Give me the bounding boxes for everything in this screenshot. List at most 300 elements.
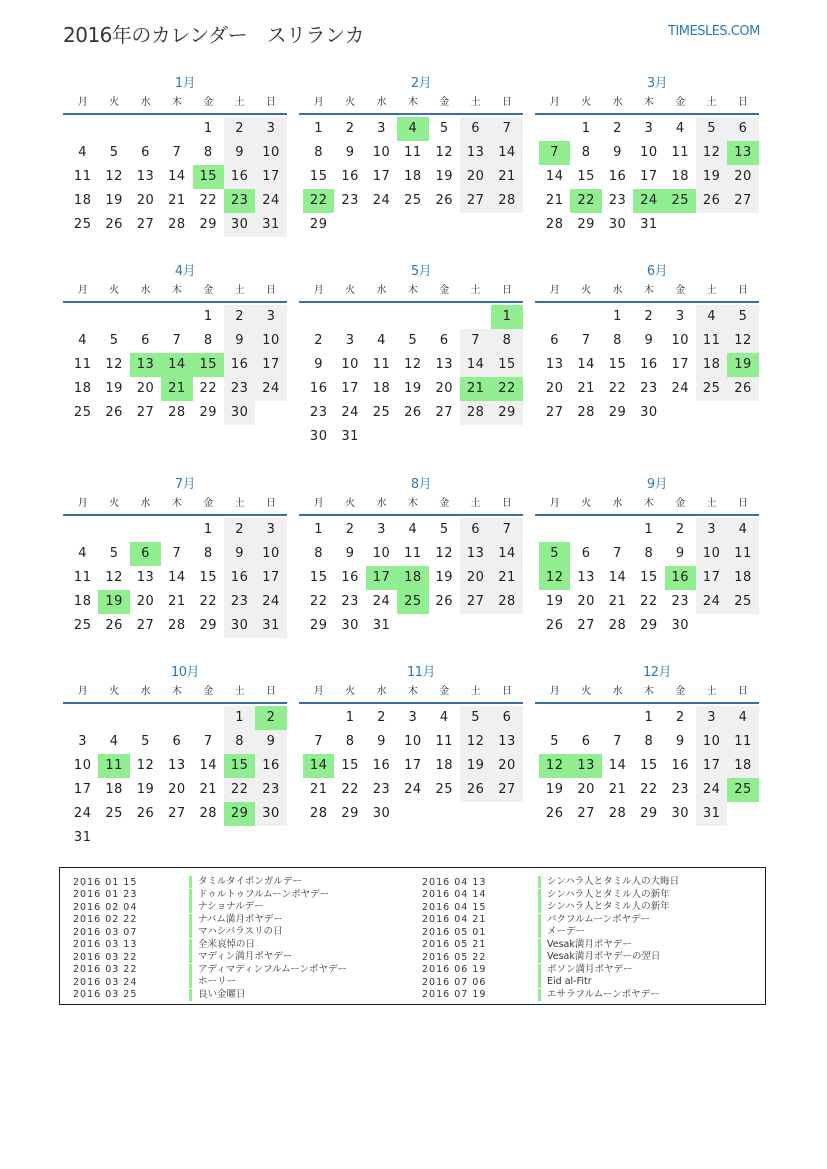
day-cell: 29 xyxy=(608,405,627,420)
holiday-date: 2016 02 22 xyxy=(73,914,138,926)
day-cell: 28 xyxy=(199,806,218,821)
holiday-row xyxy=(73,914,347,927)
holiday-name: マディン満月ポヤデー xyxy=(189,951,292,963)
holiday-row xyxy=(422,951,679,964)
holiday-row xyxy=(73,901,347,914)
day-cell: 18 xyxy=(671,169,690,184)
weekday-label: 土 xyxy=(706,97,717,108)
day-cell: 22 xyxy=(309,594,328,609)
holiday-date: 2016 01 23 xyxy=(73,889,138,901)
day-blank xyxy=(98,706,129,730)
day-cell: 24 xyxy=(255,590,286,614)
day-cell: 28 xyxy=(608,806,627,821)
day-cell-holiday: 24 xyxy=(633,189,664,213)
day-cell: 8 xyxy=(644,734,654,749)
day-blank xyxy=(539,117,570,141)
day-cell: 4 xyxy=(109,734,119,749)
day-cell: 24 xyxy=(696,590,727,614)
holiday-date: 2016 07 06 xyxy=(422,976,487,988)
day-cell: 27 xyxy=(577,618,595,633)
weekday-label: 金 xyxy=(675,498,686,509)
day-cell: 16 xyxy=(255,754,286,778)
day-cell: 2 xyxy=(345,121,355,136)
weekday-header xyxy=(63,95,287,115)
day-cell: 24 xyxy=(372,193,391,208)
day-cell: 10 xyxy=(696,542,727,566)
day-cell: 9 xyxy=(377,734,386,749)
day-cell: 5 xyxy=(550,734,560,749)
day-cell: 26 xyxy=(545,618,564,633)
day-blank xyxy=(539,305,570,329)
day-cell: 29 xyxy=(341,806,359,821)
holiday-date: 2016 04 21 xyxy=(422,914,487,926)
weekday-label: 木 xyxy=(171,97,182,108)
weekday-label: 土 xyxy=(234,498,245,509)
day-cell: 23 xyxy=(224,590,255,614)
day-cell-holiday: 15 xyxy=(193,165,224,189)
holiday-date: 2016 04 15 xyxy=(422,901,487,913)
day-cell: 18 xyxy=(727,754,758,778)
holiday-date: 2016 03 13 xyxy=(73,939,138,951)
day-cell-holiday: 2 xyxy=(255,706,286,730)
day-cell: 8 xyxy=(613,333,622,348)
day-cell: 20 xyxy=(168,782,186,797)
weekday-label: 木 xyxy=(407,686,418,697)
weekday-label: 火 xyxy=(345,97,356,108)
day-cell: 14 xyxy=(491,141,522,165)
day-cell: 10 xyxy=(696,730,727,754)
day-cell: 30 xyxy=(608,217,627,232)
weekday-label: 水 xyxy=(140,498,151,509)
day-cell: 14 xyxy=(545,169,564,184)
day-cell: 1 xyxy=(203,309,213,324)
day-cell: 24 xyxy=(255,377,286,401)
weekday-label: 月 xyxy=(313,97,324,108)
weekday-header xyxy=(535,684,759,704)
holiday-name: シンハラ人とタミル人の新年 xyxy=(538,889,670,901)
day-cell: 8 xyxy=(314,145,324,160)
day-cell: 4 xyxy=(675,121,685,136)
day-cell: 5 xyxy=(727,305,758,329)
day-cell: 30 xyxy=(372,806,391,821)
day-cell: 29 xyxy=(309,217,328,232)
day-cell: 27 xyxy=(136,405,155,420)
day-cell: 25 xyxy=(727,590,758,614)
day-cell: 16 xyxy=(309,381,328,396)
day-cell: 28 xyxy=(168,618,186,633)
day-cell-holiday: 19 xyxy=(98,590,129,614)
day-blank xyxy=(130,305,161,329)
day-cell-holiday: 18 xyxy=(397,566,428,590)
weekday-label: 月 xyxy=(549,686,560,697)
day-blank xyxy=(366,305,397,329)
day-cell: 12 xyxy=(435,546,454,561)
day-cell: 21 xyxy=(577,381,595,396)
day-cell: 25 xyxy=(73,217,92,232)
day-cell: 27 xyxy=(460,590,491,614)
day-cell: 25 xyxy=(435,782,454,797)
day-cell: 8 xyxy=(203,333,213,348)
day-blank xyxy=(334,305,365,329)
day-blank xyxy=(570,305,601,329)
day-cell: 19 xyxy=(435,570,454,585)
holiday-row xyxy=(73,989,347,1002)
day-cell: 3 xyxy=(255,305,286,329)
day-cell: 23 xyxy=(671,782,690,797)
day-cell: 29 xyxy=(199,217,218,232)
day-cell: 24 xyxy=(341,405,359,420)
weekday-label: 木 xyxy=(171,285,182,296)
day-cell: 4 xyxy=(727,518,758,542)
weekday-label: 金 xyxy=(439,498,450,509)
day-cell: 22 xyxy=(199,193,218,208)
day-cell: 20 xyxy=(727,165,758,189)
month-block xyxy=(299,662,523,826)
day-cell: 24 xyxy=(73,806,92,821)
day-blank xyxy=(67,305,98,329)
day-cell: 18 xyxy=(435,758,454,773)
holiday-row xyxy=(73,964,347,977)
weekday-label: 金 xyxy=(439,285,450,296)
weekday-header xyxy=(299,283,523,303)
day-cell: 4 xyxy=(377,333,386,348)
weekday-label: 金 xyxy=(439,97,450,108)
day-cell: 8 xyxy=(203,546,213,561)
day-cell: 16 xyxy=(224,165,255,189)
weekday-label: 月 xyxy=(313,686,324,697)
day-cell-holiday: 4 xyxy=(397,117,428,141)
weekday-label: 火 xyxy=(581,498,592,509)
day-cell: 11 xyxy=(671,145,690,160)
day-cell: 6 xyxy=(172,734,182,749)
day-blank xyxy=(161,518,192,542)
day-cell: 28 xyxy=(168,217,186,232)
day-blank xyxy=(539,706,570,730)
day-cell: 1 xyxy=(644,522,654,537)
day-cell: 23 xyxy=(671,594,690,609)
weekday-label: 金 xyxy=(439,686,450,697)
day-cell: 20 xyxy=(460,566,491,590)
day-blank xyxy=(303,305,334,329)
month-name: 7月 xyxy=(174,477,196,492)
day-cell: 14 xyxy=(608,570,627,585)
weekday-label: 日 xyxy=(502,285,513,296)
holiday-name: タミルタイポンガルデー xyxy=(189,876,302,888)
day-cell: 18 xyxy=(73,594,92,609)
day-cell: 7 xyxy=(491,117,522,141)
day-cell: 6 xyxy=(727,117,758,141)
day-cell: 7 xyxy=(491,518,522,542)
day-cell: 4 xyxy=(696,305,727,329)
day-cell-holiday: 16 xyxy=(665,566,696,590)
day-cell: 16 xyxy=(608,169,627,184)
weekday-label: 水 xyxy=(612,686,623,697)
day-cell: 21 xyxy=(608,782,627,797)
day-cell: 24 xyxy=(372,594,391,609)
day-cell: 13 xyxy=(545,357,564,372)
day-cell: 5 xyxy=(460,706,491,730)
day-cell: 18 xyxy=(696,353,727,377)
day-cell: 29 xyxy=(199,405,218,420)
weekday-label: 金 xyxy=(203,97,214,108)
day-cell: 1 xyxy=(613,309,622,324)
day-cell: 13 xyxy=(435,357,454,372)
day-cell: 31 xyxy=(255,213,286,237)
month-name: 6月 xyxy=(646,264,668,279)
day-cell: 10 xyxy=(372,546,391,561)
weekday-header xyxy=(299,95,523,115)
day-cell: 12 xyxy=(105,169,123,184)
day-grid xyxy=(535,117,759,237)
day-cell: 25 xyxy=(73,405,92,420)
holiday-name: ドゥルトゥフルムーンポヤデー xyxy=(189,889,329,901)
day-cell: 3 xyxy=(644,121,654,136)
day-cell: 26 xyxy=(435,193,454,208)
holiday-name: エサラフルムーンポヤデー xyxy=(538,989,660,1001)
day-cell: 26 xyxy=(545,806,564,821)
day-cell: 2 xyxy=(345,522,355,537)
weekday-header xyxy=(63,283,287,303)
weekday-label: 木 xyxy=(171,498,182,509)
day-blank xyxy=(161,305,192,329)
holiday-list xyxy=(59,867,766,1005)
weekday-label: 日 xyxy=(266,285,277,296)
day-cell: 15 xyxy=(491,353,522,377)
day-cell: 7 xyxy=(172,145,182,160)
day-cell: 28 xyxy=(545,217,564,232)
day-cell: 31 xyxy=(73,830,92,845)
day-cell: 9 xyxy=(224,329,255,353)
day-cell-holiday: 6 xyxy=(130,542,161,566)
day-cell: 7 xyxy=(172,333,182,348)
day-cell: 27 xyxy=(168,806,186,821)
day-cell: 26 xyxy=(435,594,454,609)
day-cell: 25 xyxy=(105,806,123,821)
weekday-label: 金 xyxy=(203,686,214,697)
month-name: 8月 xyxy=(410,477,432,492)
day-cell: 24 xyxy=(671,381,690,396)
day-cell: 12 xyxy=(435,145,454,160)
weekday-label: 月 xyxy=(313,498,324,509)
day-cell: 15 xyxy=(640,570,658,585)
day-cell: 30 xyxy=(224,614,255,638)
weekday-label: 日 xyxy=(738,285,749,296)
day-blank xyxy=(539,518,570,542)
day-cell: 2 xyxy=(224,518,255,542)
day-cell: 7 xyxy=(172,546,182,561)
day-cell: 14 xyxy=(491,542,522,566)
holiday-date: 2016 07 19 xyxy=(422,989,487,1001)
day-cell: 17 xyxy=(696,754,727,778)
holiday-row xyxy=(73,876,347,889)
month-name: 3月 xyxy=(646,76,668,91)
day-cell: 10 xyxy=(341,357,359,372)
day-cell: 25 xyxy=(696,377,727,401)
day-cell: 4 xyxy=(78,333,88,348)
day-cell: 1 xyxy=(345,710,355,725)
day-cell: 1 xyxy=(224,706,255,730)
day-cell: 10 xyxy=(640,145,658,160)
day-grid xyxy=(299,117,523,237)
day-cell: 29 xyxy=(640,806,658,821)
holiday-date: 2016 04 14 xyxy=(422,889,487,901)
day-cell: 9 xyxy=(224,141,255,165)
day-cell: 11 xyxy=(435,734,454,749)
day-cell: 11 xyxy=(696,329,727,353)
day-cell: 20 xyxy=(577,594,595,609)
day-cell: 21 xyxy=(545,193,564,208)
day-cell: 28 xyxy=(460,401,491,425)
day-cell: 15 xyxy=(640,758,658,773)
day-cell: 21 xyxy=(168,193,186,208)
day-cell: 20 xyxy=(435,381,454,396)
day-cell: 26 xyxy=(105,405,123,420)
day-cell: 20 xyxy=(577,782,595,797)
day-cell: 23 xyxy=(255,778,286,802)
holiday-date: 2016 03 24 xyxy=(73,976,138,988)
day-cell-holiday: 22 xyxy=(570,189,601,213)
month-name: 9月 xyxy=(646,477,668,492)
weekday-label: 月 xyxy=(77,498,88,509)
day-cell: 6 xyxy=(491,706,522,730)
day-cell: 19 xyxy=(545,782,564,797)
day-cell: 9 xyxy=(675,546,685,561)
day-cell: 19 xyxy=(460,754,491,778)
weekday-label: 土 xyxy=(706,285,717,296)
day-cell: 14 xyxy=(608,758,627,773)
day-cell: 5 xyxy=(109,333,119,348)
day-cell: 8 xyxy=(203,145,213,160)
day-cell: 5 xyxy=(141,734,150,749)
weekday-label: 水 xyxy=(612,285,623,296)
day-cell: 13 xyxy=(460,542,491,566)
month-block xyxy=(535,662,759,826)
day-cell: 27 xyxy=(460,189,491,213)
month-block xyxy=(299,73,523,237)
day-cell-holiday: 12 xyxy=(539,566,570,590)
day-cell: 8 xyxy=(314,546,324,561)
day-cell: 9 xyxy=(644,333,654,348)
day-cell: 22 xyxy=(199,381,218,396)
holiday-date: 2016 02 04 xyxy=(73,901,138,913)
day-cell: 11 xyxy=(73,169,92,184)
day-cell: 31 xyxy=(255,614,286,638)
day-cell: 12 xyxy=(136,758,155,773)
day-grid xyxy=(299,305,523,449)
day-cell: 9 xyxy=(255,730,286,754)
day-blank xyxy=(161,117,192,141)
day-cell: 20 xyxy=(491,754,522,778)
day-cell: 6 xyxy=(141,333,150,348)
day-cell: 16 xyxy=(640,357,658,372)
day-cell: 8 xyxy=(491,329,522,353)
day-cell: 30 xyxy=(341,618,359,633)
day-cell: 13 xyxy=(136,570,155,585)
month-block xyxy=(535,73,759,237)
day-cell: 12 xyxy=(696,141,727,165)
day-cell: 1 xyxy=(314,522,324,537)
day-cell: 7 xyxy=(203,734,213,749)
day-cell: 3 xyxy=(696,518,727,542)
site-brand[interactable]: TIMESLES.COM xyxy=(668,24,760,39)
day-cell: 22 xyxy=(224,778,255,802)
day-cell: 18 xyxy=(73,193,92,208)
weekday-header xyxy=(299,684,523,704)
weekday-label: 火 xyxy=(109,498,120,509)
weekday-label: 火 xyxy=(581,686,592,697)
day-cell: 22 xyxy=(608,381,627,396)
day-cell: 19 xyxy=(435,169,454,184)
day-cell: 17 xyxy=(372,169,391,184)
day-cell: 31 xyxy=(372,618,391,633)
holiday-date: 2016 05 21 xyxy=(422,939,487,951)
day-cell: 4 xyxy=(78,145,88,160)
day-cell: 6 xyxy=(141,145,150,160)
day-cell: 3 xyxy=(377,121,386,136)
day-cell-holiday: 7 xyxy=(539,141,570,165)
day-cell-holiday: 13 xyxy=(570,754,601,778)
day-cell: 18 xyxy=(372,381,391,396)
day-cell: 15 xyxy=(199,570,218,585)
day-cell: 6 xyxy=(460,117,491,141)
month-name: 10月 xyxy=(170,665,200,680)
weekday-label: 日 xyxy=(502,498,513,509)
weekday-label: 火 xyxy=(109,686,120,697)
weekday-label: 日 xyxy=(738,97,749,108)
day-cell: 9 xyxy=(224,542,255,566)
weekday-label: 土 xyxy=(470,686,481,697)
day-cell: 30 xyxy=(224,401,255,425)
day-cell: 10 xyxy=(255,542,286,566)
day-cell: 3 xyxy=(78,734,88,749)
day-cell: 5 xyxy=(696,117,727,141)
weekday-label: 月 xyxy=(77,686,88,697)
day-cell: 30 xyxy=(671,806,690,821)
holiday-name: アディマディンフルムーンポヤデー xyxy=(189,964,347,976)
weekday-label: 土 xyxy=(470,498,481,509)
day-blank xyxy=(67,706,98,730)
day-cell: 28 xyxy=(491,189,522,213)
holiday-row xyxy=(73,926,347,939)
day-cell: 20 xyxy=(136,594,155,609)
day-cell: 23 xyxy=(309,405,328,420)
day-cell: 16 xyxy=(224,353,255,377)
day-cell: 28 xyxy=(491,590,522,614)
day-cell: 17 xyxy=(696,566,727,590)
day-cell: 13 xyxy=(136,169,155,184)
month-name: 2月 xyxy=(410,76,432,91)
holiday-name: マハシバラスリの日 xyxy=(189,926,282,938)
day-cell: 2 xyxy=(644,309,654,324)
day-cell: 10 xyxy=(73,758,92,773)
holiday-row xyxy=(422,901,679,914)
holiday-name: バクフルムーンポヤデー xyxy=(538,914,650,926)
day-cell: 19 xyxy=(545,594,564,609)
day-cell: 29 xyxy=(577,217,595,232)
day-cell: 5 xyxy=(408,333,418,348)
day-cell: 25 xyxy=(404,193,422,208)
day-cell: 30 xyxy=(671,618,690,633)
day-cell-holiday: 14 xyxy=(161,353,192,377)
weekday-label: 水 xyxy=(376,498,387,509)
weekday-label: 日 xyxy=(502,97,513,108)
weekday-label: 月 xyxy=(549,97,560,108)
day-grid xyxy=(299,706,523,826)
holiday-date: 2016 03 07 xyxy=(73,926,138,938)
weekday-label: 水 xyxy=(376,285,387,296)
day-blank xyxy=(429,305,460,329)
holiday-column-left xyxy=(73,876,347,1001)
